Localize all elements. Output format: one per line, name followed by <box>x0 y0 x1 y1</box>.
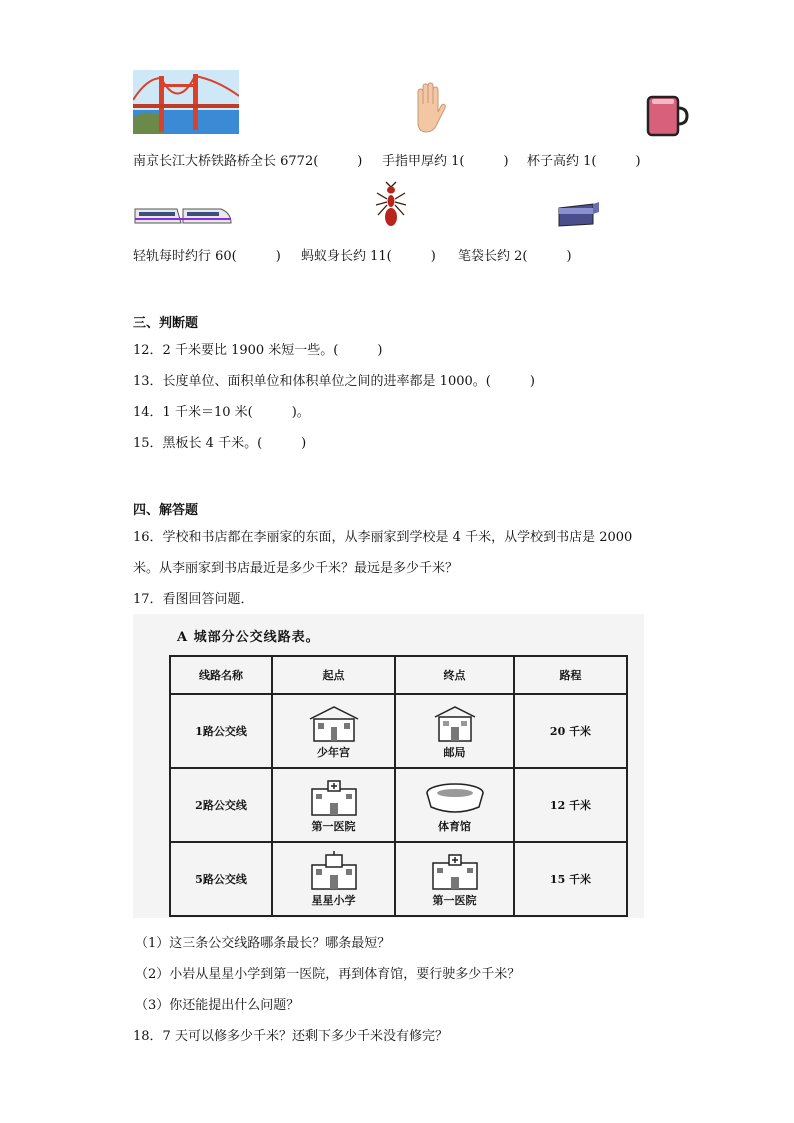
end-label: 邮局 <box>443 745 466 759</box>
hand-picture <box>412 82 446 134</box>
header-route: 线路名称 <box>170 656 272 694</box>
section4-heading: 四、解答题 <box>133 503 199 518</box>
header-start: 起点 <box>272 656 395 694</box>
start-cell <box>273 703 394 760</box>
header-distance: 路程 <box>514 656 627 694</box>
question-16-line2: 米。从李丽家到书店最近是多少千米？最远是多少千米？ <box>133 561 459 576</box>
question-17-part1: （1）这三条公交线路哪条最长？哪条最短？ <box>135 936 391 951</box>
start-cell <box>273 777 394 834</box>
question-14: 14．1 千米＝10 米( )。 <box>133 405 310 420</box>
train-picture <box>133 203 233 227</box>
bus-route-figure <box>133 614 644 918</box>
cup-picture <box>645 94 689 138</box>
blank-fingernail: 手指甲厚约 1( ) <box>382 154 509 169</box>
question-12: 12．2 千米要比 1900 米短一些。( ) <box>133 343 383 358</box>
end-cell <box>396 703 513 760</box>
question-17-part3: （3）你还能提出什么问题？ <box>135 998 300 1013</box>
stadium-icon <box>423 777 487 817</box>
question-17-part2: （2）小岩从星星小学到第一医院，再到体育馆，要行驶多少千米？ <box>135 967 521 982</box>
distance: 20 千米 <box>514 694 627 768</box>
question-16-line1: 16．学校和书店都在李丽家的东面，从李丽家到学校是 4 千米，从学校到书店是 2000 <box>133 530 633 545</box>
table-header-row <box>170 656 627 694</box>
blank-cup: 杯子高约 1( ) <box>527 154 641 169</box>
table-row <box>170 694 627 768</box>
end-cell <box>396 777 513 834</box>
blank-pencil-case: 笔袋长约 2( ) <box>458 249 572 264</box>
start-cell <box>273 851 394 908</box>
blank-bridge: 南京长江大桥铁路桥全长 6772( ) <box>133 154 363 169</box>
blank-light-rail: 轻轨每时约行 60( ) <box>133 249 281 264</box>
question-13: 13．长度单位、面积单位和体积单位之间的进率都是 1000。( ) <box>133 374 535 389</box>
start-label: 第一医院 <box>311 819 356 833</box>
bus-table-title: A 城部分公交线路表。 <box>177 630 320 645</box>
building-icon <box>304 703 364 743</box>
route-name: 2路公交线 <box>170 768 272 842</box>
section3-heading: 三、判断题 <box>133 316 199 331</box>
bridge-picture <box>133 70 239 134</box>
start-label: 星星小学 <box>311 893 356 907</box>
table-row <box>170 842 627 916</box>
hospital-icon <box>304 777 364 817</box>
route-name: 5路公交线 <box>170 842 272 916</box>
distance: 12 千米 <box>514 768 627 842</box>
start-label: 少年宫 <box>317 745 350 759</box>
end-label: 体育馆 <box>438 819 471 833</box>
pencil-case-picture <box>555 200 601 228</box>
question-15: 15．黑板长 4 千米。( ) <box>133 436 307 451</box>
blank-ant: 蚂蚁身长约 11( ) <box>301 249 436 264</box>
school-icon <box>304 851 364 891</box>
hospital-icon <box>425 851 485 891</box>
ant-picture <box>374 181 408 227</box>
post-office-icon <box>427 703 483 743</box>
distance: 15 千米 <box>514 842 627 916</box>
bus-route-table <box>169 655 628 917</box>
end-label: 第一医院 <box>432 893 477 907</box>
route-name: 1路公交线 <box>170 694 272 768</box>
question-18: 18．7 天可以修多少千米？还剩下多少千米没有修完？ <box>133 1029 448 1044</box>
table-row <box>170 768 627 842</box>
question-17: 17．看图回答问题． <box>133 592 254 607</box>
end-cell <box>396 851 513 908</box>
header-end: 终点 <box>395 656 514 694</box>
